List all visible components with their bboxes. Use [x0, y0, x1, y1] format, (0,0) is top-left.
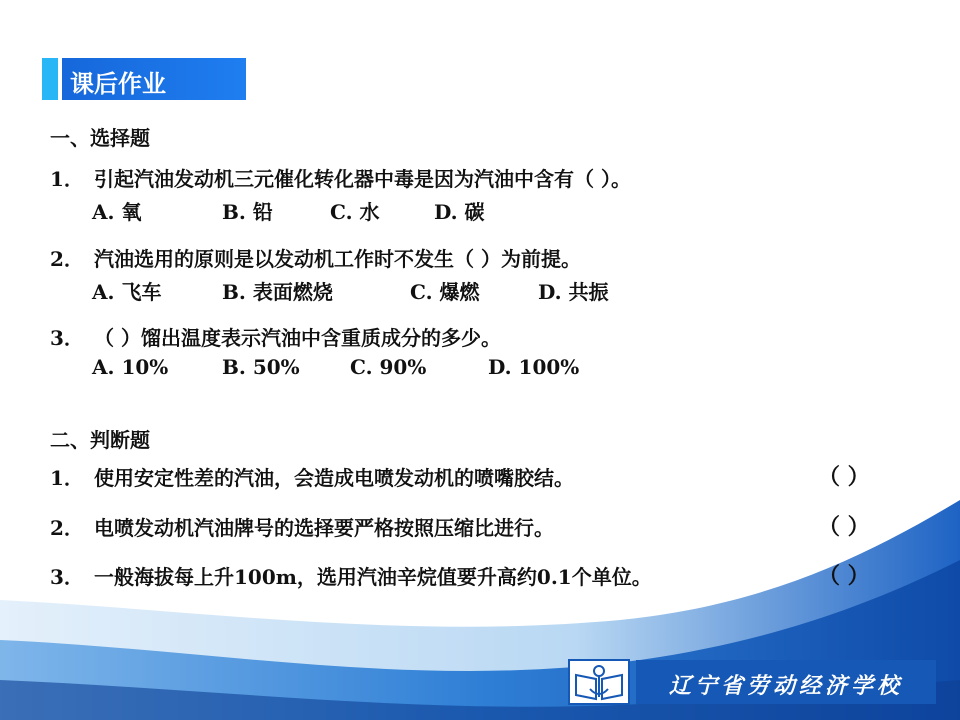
- option-d: D. 100%: [488, 355, 580, 379]
- choice-options-2: [92, 276, 609, 305]
- choice-question-2: [50, 243, 581, 272]
- judge-question-2: [50, 512, 554, 541]
- question-text: 引起汽油发动机三元催化转化器中毒是因为汽油中含有（ ）。: [94, 167, 631, 191]
- question-text: 一般海拔每上升100m，选用汽油辛烷值要升高约0.1个单位。: [94, 565, 652, 589]
- judge-question-3: [50, 561, 652, 590]
- question-number: 3．: [50, 565, 84, 589]
- option-b: B. 铅: [222, 200, 273, 224]
- choice-question-3: [50, 322, 501, 351]
- option-c: C. 爆燃: [410, 280, 480, 304]
- answer-paren-1: （ ）: [818, 464, 870, 490]
- choice-question-1: [50, 163, 631, 192]
- choice-options-1: [92, 196, 485, 225]
- option-d: D. 碳: [434, 200, 485, 224]
- section-title-choice: 一、选择题: [50, 126, 150, 150]
- question-text: 汽油选用的原则是以发动机工作时不发生（ ）为前提。: [94, 247, 581, 271]
- question-number: 1．: [50, 167, 84, 191]
- school-logo-icon: [568, 659, 630, 705]
- choice-options-3: [92, 355, 579, 379]
- option-a: A. 氧: [92, 200, 142, 224]
- section-title-judgement: 二、判断题: [50, 428, 150, 452]
- option-a: A. 10%: [92, 355, 169, 379]
- footer-school-banner: [636, 660, 936, 704]
- answer-paren-3: （ ）: [818, 563, 870, 589]
- header-divider: [58, 58, 62, 100]
- question-text: 使用安定性差的汽油，会造成电喷发动机的喷嘴胶结。: [94, 466, 574, 490]
- page-title: 课后作业: [70, 70, 166, 98]
- question-text: 电喷发动机汽油牌号的选择要严格按照压缩比进行。: [94, 516, 554, 540]
- option-c: C. 水: [330, 200, 380, 224]
- option-b: B. 表面燃烧: [222, 280, 333, 304]
- option-c: C. 90%: [350, 355, 427, 379]
- school-name: 辽宁省劳动经济学校: [668, 673, 903, 699]
- header-bar: [42, 58, 246, 100]
- question-number: 3．: [50, 326, 84, 350]
- header-accent: [42, 58, 58, 100]
- question-number: 1．: [50, 466, 84, 490]
- question-number: 2．: [50, 516, 84, 540]
- option-b: B. 50%: [222, 355, 300, 379]
- answer-paren-2: （ ）: [818, 514, 870, 540]
- option-d: D. 共振: [538, 280, 609, 304]
- judge-question-1: [50, 462, 574, 491]
- question-number: 2．: [50, 247, 84, 271]
- option-a: A. 飞车: [92, 280, 162, 304]
- question-text: （ ）馏出温度表示汽油中含重质成分的多少。: [94, 326, 501, 350]
